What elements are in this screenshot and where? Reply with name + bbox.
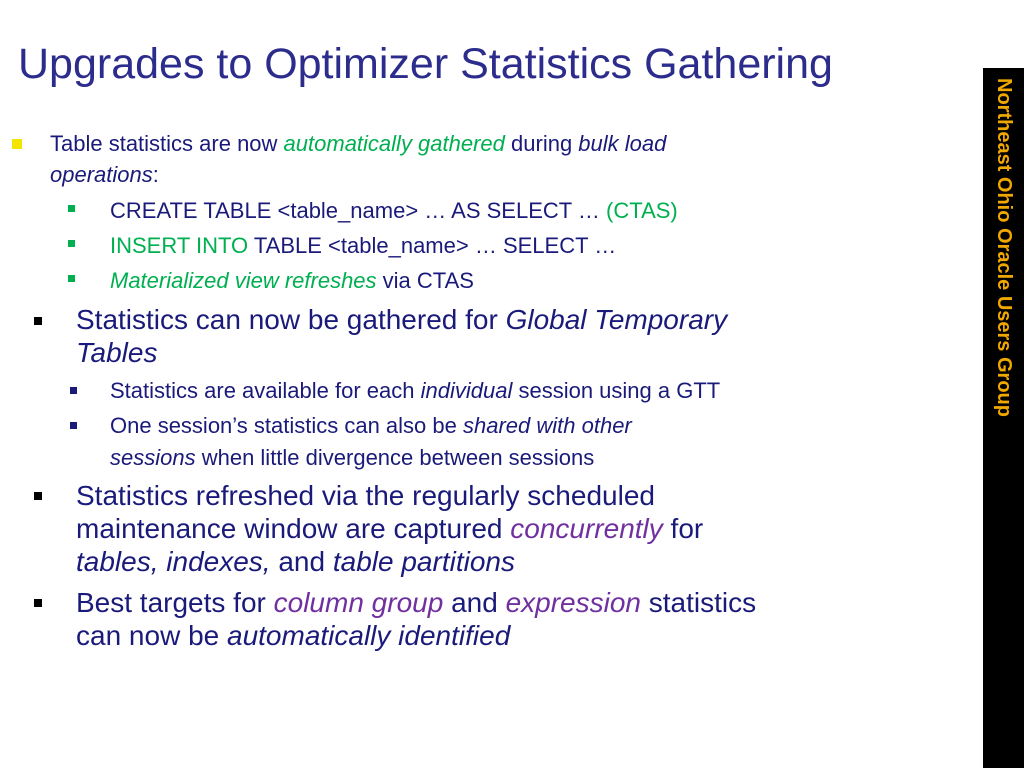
bullet-2-line-1 (76, 304, 727, 336)
bullet-square-icon (34, 492, 42, 500)
bullet-2-text-a: Statistics can now be gathered for (76, 304, 506, 335)
bullet-4-text-a: Best targets for (76, 587, 274, 618)
bullet-4-line-1 (76, 587, 756, 619)
bullet-3-line-3 (76, 546, 515, 578)
bullet-square-icon (34, 599, 42, 607)
bullet-1-text-b: automatically gathered (283, 131, 505, 156)
bullet-4-line-2 (76, 620, 510, 652)
bullet-1-sub-3 (110, 268, 474, 294)
bullet-3-line-2 (76, 513, 703, 545)
bullet-1-sub-3-a: Materialized view refreshes (110, 268, 377, 293)
bullet-1-sub-2-b: TABLE <table_name> … SELECT … (248, 233, 617, 258)
bullet-4-text-g: automatically identified (227, 620, 511, 651)
bullet-1-line-2 (50, 162, 159, 188)
bullet-1-text-d: bulk load (578, 131, 667, 156)
bullet-2-text-b: Global Temporary (505, 304, 728, 335)
bullet-4-text-c: and (443, 587, 506, 618)
bullet-2-sub-1-c: session using a GTT (512, 378, 721, 403)
bullet-3-text-a: Statistics refreshed via the regularly scheduled (76, 480, 655, 511)
bullet-2-line-2 (76, 337, 157, 369)
bullet-4-text-e: statistics (640, 587, 757, 618)
bullet-1-line-1 (50, 131, 666, 157)
bullet-square-icon (34, 317, 42, 325)
bullet-1-sub-2-a: INSERT INTO (110, 233, 249, 258)
bullet-1-sub-1 (110, 198, 678, 224)
bullet-2-sub-2-b: shared with other (463, 413, 632, 438)
sub-bullet-square-icon (68, 205, 75, 212)
bullet-1-text-e: operations (50, 162, 153, 187)
bullet-1-sub-2 (110, 233, 616, 259)
bullet-3-text-d: for (662, 513, 704, 544)
bullet-1-text-f: : (152, 162, 159, 187)
bullet-3-text-f: and (270, 546, 333, 577)
bullet-1-sub-1-b: (CTAS) (606, 198, 678, 223)
bullet-2-sub-2-d: when little divergence between sessions (195, 445, 595, 470)
sub-bullet-square-icon (70, 422, 77, 429)
bullet-3-text-b: maintenance window are captured (76, 513, 511, 544)
bullet-1-text-c: during (504, 131, 579, 156)
bullet-4-text-d: expression (505, 587, 641, 618)
sub-bullet-square-icon (68, 240, 75, 247)
sub-bullet-square-icon (68, 275, 75, 282)
bullet-2-sub-2-line-1 (110, 413, 632, 439)
bullet-2-sub-2-c: sessions (110, 445, 196, 470)
bullet-1-sub-3-b: via CTAS (376, 268, 474, 293)
bullet-1-text-a: Table statistics are now (50, 131, 284, 156)
bullet-4-text-f: can now be (76, 620, 227, 651)
bullet-4-text-b: column group (273, 587, 444, 618)
bullet-3-line-1 (76, 480, 655, 512)
sidebar-label: Northeast Ohio Oracle Users Group (993, 78, 1015, 417)
bullet-2-sub-1 (110, 378, 720, 404)
bullet-2-sub-1-b: individual (420, 378, 513, 403)
bullet-2-sub-1-a: Statistics are available for each (110, 378, 421, 403)
bullet-3-text-c: concurrently (510, 513, 663, 544)
bullet-2-sub-2-a: One session’s statistics can also be (110, 413, 463, 438)
sub-bullet-square-icon (70, 387, 77, 394)
bullet-1-sub-1-a: CREATE TABLE <table_name> … AS SELECT … (110, 198, 607, 223)
bullet-square-icon (12, 139, 22, 149)
bullet-3-text-g: table partitions (332, 546, 515, 577)
bullet-2-text-c: Tables (76, 337, 158, 368)
page-title: Upgrades to Optimizer Statistics Gathering (18, 40, 833, 88)
bullet-3-text-e: tables, indexes, (76, 546, 271, 577)
bullet-2-sub-2-line-2 (110, 445, 594, 471)
